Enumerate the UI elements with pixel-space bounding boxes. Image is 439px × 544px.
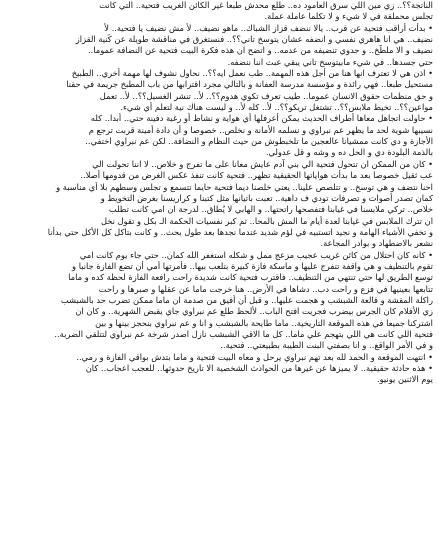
text-line: مستحيل طبعا.. فهي رائدة و مؤسسة مدرسة العفانة و بالتالي مجرد اقترابها من باب المطبخ جريمة في حقنا (66, 79, 433, 90)
text-line: بالذمة البلودة دي و الحل ده و وشه و قل عدولي. (265, 147, 433, 158)
text-line: عب ثقيل خصوصا بعد ما بدأت هواياتها الحقيقية تظهر.. فتحية كانت تنفذ عكس الغرض من قدومها أصلا.. (80, 170, 433, 181)
text-line: زي الأفلام كان الجرس بيضرب فجريت افتح الباب.. لألحظ طلع عم نبراوي جاي يقبض الشهرية.. و كان ان (75, 306, 433, 317)
text-line: راكلة المقشة و قالعة الشبشب و هجمت عليها.. و قبل أن أفيق من صدمة ان ماما ممكن تضرب حد بالشبشب (60, 294, 433, 305)
text-line: و حق منظمات حقوق الانسان عموما.. طيب تعرف تكوي هدوم؟؟.. لأ.. تنشر الغسيل؟؟.. لأ.. تعمل (99, 90, 433, 101)
text-line: • كانه كان احتلال من كائن غريب عجيب مزعج ممل و شكله استغفر الله كمان.. حتي جاء يوم كانت امي (79, 249, 433, 260)
text-line: نضيف و الا ملطّخ.. و جدوي تنضيفه من عدمه.. و اتضح ان هذه فكرة البيت فتحية عن النضافة عموما.. (87, 45, 433, 56)
text-line: فتحية اللي كانت هي اللي بتهجم علي ماما.. كل ما الاقي الشبشب نازل اصدر شرخة عم نبراوي لتتلقي الضربة.. (54, 328, 433, 339)
text-line: نضيف.. هي انا هاهري نفسي و انضفه عشان يتوسخ تاني؟؟.. فنستغرق في مناقشة طويلة عن كُنية القزاز (75, 34, 433, 45)
text-line: نسيبها شوية لحد ما يظهر عم نبراوي و نسلمه الأمانة و نخلص.. خصوصا و أن دادة أمينة قربت ترجع م (88, 124, 433, 135)
text-line: • حاولت اتجاهل معاها أطراف الحديث يمكن أعرفلها أي هواية و نشاط أو رغبة دفينة حتي.. أبدا.. كله (90, 113, 433, 124)
text-line: تقوم بالتنظيف و هي واقفة تتفرج عليها و ماسكة فازة كبيرة بتلعب بيها.. فأمرتها أمي أن تضع الفازة جانبا و (72, 260, 433, 271)
text-line: احنا نتضف و هي توسخ.. و تتلصص علينا.. يعني خلصنا ديما فتحية حايما تتسمع و تجلس وسطهم بلا أي مناسبة و (56, 181, 433, 192)
text-line: • انتهت الموقعة و الحمد لله بعد تهم نبراوي يرحل و معاه البيت فتحية و ماما بتدش بواقي الفازة و رمي.. (76, 351, 433, 362)
text-line: و في الأمر الواقع.. و انا بصفتي البنت الطيبة بطبيعتي.. فتحية.. (220, 340, 433, 351)
text-line: مواعين؟؟.. تخيط ملابس؟؟.. تشتغل تريكو؟؟.. لأ.. كله لأ.. و ليست هناك نية لتعلم أي شيء. (120, 102, 433, 113)
text-line: كمان تصدر أصوات و تصرفات تودي ف داهية.. تعبت باتيانها مثل كتبنا و كراريسنا بغرض التخويط و (100, 192, 433, 203)
text-line: • بدأت أراقب فتحية عن قرب.. يالا ننضف قزاز الشباك.. ماهو نضيف.. لأ مش نضيف يا فتحية.. لأ (104, 22, 433, 33)
text-line: تجلس محملقة في لا شيء و لا تكلما عاملة عملة. (264, 11, 433, 22)
text-line: يوم الاثنين يونيو. (376, 374, 433, 385)
text-line: خلاص.. تركي ملابسنا في غيابنا فتفصحها راتحتها.. و الهابي لا يُطاق.. لدرجة ان امي كانت تطلب (108, 204, 433, 215)
text-line: • كان من الممكن ان تتحول فتحية الي بني آدم عايش معانا على ما تفرج و خلاص.. لا اننا تحولت الي (92, 158, 433, 169)
text-line: و تخفي الأشياء الهامة و نجيد اتستبيه في لؤم شديد عندما نجدها بعد طول بحث.. و كانت بتاكل كل الأكل حتي بدأنا (47, 226, 433, 237)
text-line: نشعر بالاضطهاد و بوادر المجاعة. (320, 238, 433, 249)
text-line: • اذن هي لا تعترف انها هنا من أجل هذه المهمة.. طب نعمل ايه؟؟.. نحاول نشوف لها مهمة أخري.. الطبيخ (71, 68, 433, 79)
text-line: الناتجة؟؟.. زي مين اللي سرق العامود ده.. طلع محدش طبعا غير الكائن الغريب فتحية.. التي كانت (99, 0, 433, 10)
text-line: حتي جسدها.. في شيء مابيتوسخ تاني يبقي عبث اننا ننضفه. (227, 56, 433, 67)
text-line: • هذه حادثة حقيقية.. لا يميزها عن غيرها من الحوادث الشخصية الا تاريخ حدوثها.. للعجب اعجاب.. كان (85, 363, 433, 373)
text-line: ان تترك الملابس في غيابنا لعدة أيام ما المش بالمحا.. ثم كبر نفسيات الحكمة الـ بكل و تقول نخل (100, 215, 433, 226)
text-line: تتابعها بعينيها في فزع و راحت دب.. دشاها في الأرض.. هنا خرجت ماما عن عقلها و صبرها و راحت (98, 283, 433, 294)
text-line: الأجازة و دي كانت ممشيانا عالعجين ما تلخبطوش من حيث النظام و النضافة.. لكن عم نبراوي اختفي.. (85, 136, 433, 147)
text-line: اشتركنا جميعا في هذه الموقعة التاريخية.. ماما طايحة بالشبشب و انا و عم نبراوي بنحجز بينها و بين (95, 317, 433, 328)
text-line: توسع الطريق لها حتي تنتهي من التنظيف.. فاقترب فتحية كانت شديدة راحت رافعة الفازة لحظة كده و ماما (68, 272, 433, 283)
